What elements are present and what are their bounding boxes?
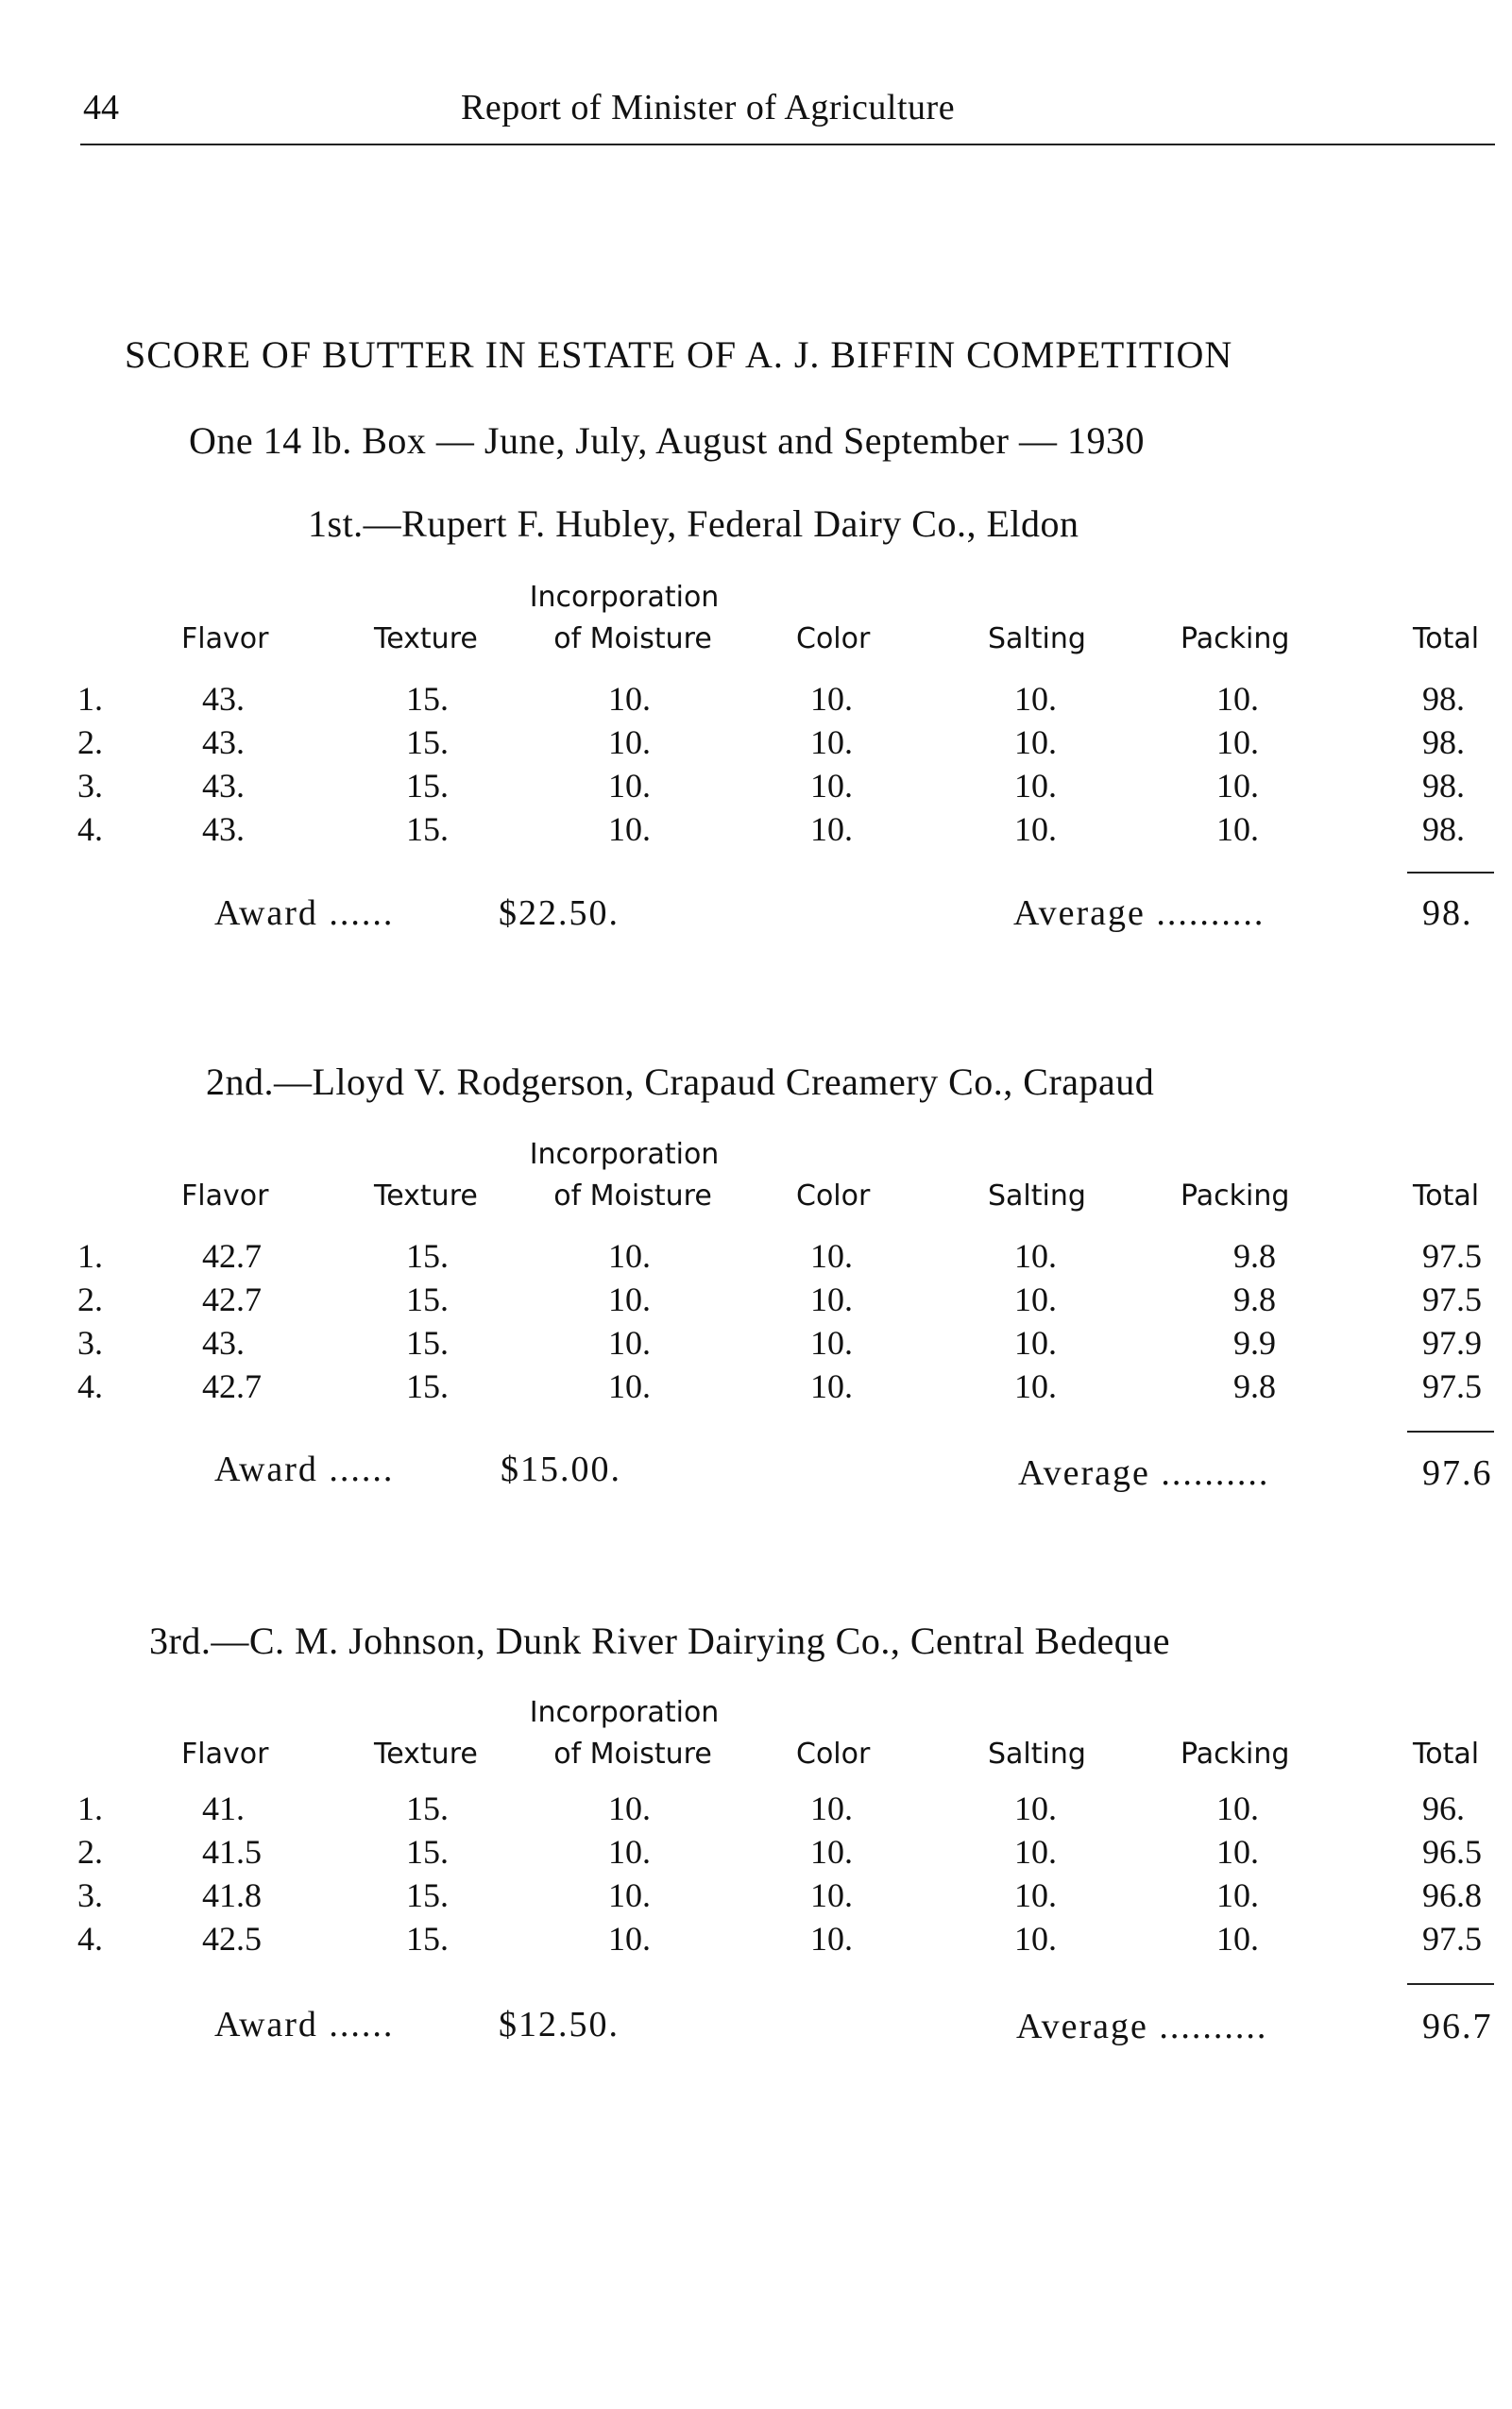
packing-score: 10. bbox=[1216, 1920, 1259, 1958]
award-value: $22.50. bbox=[499, 893, 620, 933]
color-score: 10. bbox=[810, 1324, 853, 1362]
row-number: 3. bbox=[77, 767, 103, 805]
placing-third: 3rd.—C. M. Johnson, Dunk River Dairying Co., Central Bedeque bbox=[149, 1620, 1170, 1662]
color-score: 10. bbox=[810, 723, 853, 761]
total-score: 98. bbox=[1422, 680, 1465, 718]
row-number: 4. bbox=[77, 1367, 103, 1405]
col-header-salting: Salting bbox=[988, 1738, 1086, 1771]
moisture-score: 10. bbox=[608, 723, 651, 761]
flavor-score: 43. bbox=[202, 810, 245, 848]
packing-score: 10. bbox=[1216, 680, 1259, 718]
texture-score: 15. bbox=[406, 1920, 449, 1958]
salting-score: 10. bbox=[1014, 1876, 1057, 1914]
salting-score: 10. bbox=[1014, 680, 1057, 718]
col-header-total: Total bbox=[1413, 1179, 1480, 1213]
award-label: Award ...... bbox=[214, 893, 395, 933]
total-score: 98. bbox=[1422, 767, 1465, 805]
col-header-flavor: Flavor bbox=[181, 1738, 269, 1771]
color-score: 10. bbox=[810, 1281, 853, 1318]
texture-score: 15. bbox=[406, 767, 449, 805]
packing-score: 9.8 bbox=[1233, 1367, 1276, 1405]
total-score: 96. bbox=[1422, 1790, 1465, 1827]
total-score: 97.5 bbox=[1422, 1367, 1482, 1405]
salting-score: 10. bbox=[1014, 1281, 1057, 1318]
texture-score: 15. bbox=[406, 810, 449, 848]
table-row bbox=[0, 766, 1512, 809]
texture-score: 15. bbox=[406, 723, 449, 761]
average-label: Average .......... bbox=[1016, 2007, 1268, 2046]
col-header-moisture: of Moisture bbox=[553, 1738, 712, 1771]
texture-score: 15. bbox=[406, 680, 449, 718]
flavor-score: 41. bbox=[202, 1790, 245, 1827]
total-score: 98. bbox=[1422, 723, 1465, 761]
flavor-score: 43. bbox=[202, 680, 245, 718]
row-number: 2. bbox=[77, 1833, 103, 1871]
total-score: 97.9 bbox=[1422, 1324, 1482, 1362]
moisture-score: 10. bbox=[608, 1876, 651, 1914]
col-header-moisture: of Moisture bbox=[553, 1179, 712, 1213]
average-label: Average .......... bbox=[1013, 893, 1266, 933]
table-row bbox=[0, 1280, 1512, 1323]
award-value: $15.00. bbox=[501, 1450, 621, 1489]
row-number: 1. bbox=[77, 1237, 103, 1275]
award-label: Award ...... bbox=[214, 1450, 395, 1489]
col-header-moisture: of Moisture bbox=[553, 622, 712, 655]
salting-score: 10. bbox=[1014, 723, 1057, 761]
score-table-first bbox=[0, 581, 1512, 892]
col-header-incorporation: Incorporation bbox=[529, 1138, 720, 1171]
col-header-flavor: Flavor bbox=[181, 622, 269, 655]
packing-score: 10. bbox=[1216, 810, 1259, 848]
moisture-score: 10. bbox=[608, 1833, 651, 1871]
row-number: 1. bbox=[77, 1790, 103, 1827]
color-score: 10. bbox=[810, 1833, 853, 1871]
running-head: Report of Minister of Agriculture bbox=[461, 88, 956, 127]
row-number: 2. bbox=[77, 723, 103, 761]
moisture-score: 10. bbox=[608, 1281, 651, 1318]
total-rule bbox=[1407, 1431, 1494, 1433]
row-number: 4. bbox=[77, 810, 103, 848]
color-score: 10. bbox=[810, 767, 853, 805]
salting-score: 10. bbox=[1014, 767, 1057, 805]
placing-first: 1st.—Rupert F. Hubley, Federal Dairy Co., Eldon bbox=[308, 502, 1079, 545]
moisture-score: 10. bbox=[608, 1367, 651, 1405]
competition-subtitle: One 14 lb. Box — June, July, August and September — 1930 bbox=[189, 419, 1146, 462]
moisture-score: 10. bbox=[608, 1324, 651, 1362]
col-header-total: Total bbox=[1413, 1738, 1480, 1771]
moisture-score: 10. bbox=[608, 810, 651, 848]
col-header-packing: Packing bbox=[1181, 1179, 1290, 1213]
total-score: 96.5 bbox=[1422, 1833, 1482, 1871]
page-header bbox=[83, 87, 1496, 140]
moisture-score: 10. bbox=[608, 767, 651, 805]
flavor-score: 42.7 bbox=[202, 1281, 262, 1318]
color-score: 10. bbox=[810, 1920, 853, 1958]
average-value: 98. bbox=[1422, 893, 1473, 933]
flavor-score: 42.5 bbox=[202, 1920, 262, 1958]
col-header-texture: Texture bbox=[374, 622, 478, 655]
packing-score: 10. bbox=[1216, 723, 1259, 761]
col-header-incorporation: Incorporation bbox=[529, 1696, 720, 1729]
total-score: 97.5 bbox=[1422, 1237, 1482, 1275]
packing-score: 9.8 bbox=[1233, 1281, 1276, 1318]
competition-title: SCORE OF BUTTER IN ESTATE OF A. J. BIFFIN COMPETITION bbox=[125, 333, 1233, 376]
flavor-score: 43. bbox=[202, 723, 245, 761]
table-row bbox=[0, 1875, 1512, 1919]
average-value: 97.6 bbox=[1422, 1453, 1493, 1493]
col-header-salting: Salting bbox=[988, 622, 1086, 655]
col-header-total: Total bbox=[1413, 622, 1480, 655]
packing-score: 10. bbox=[1216, 767, 1259, 805]
header-rule bbox=[80, 144, 1495, 145]
placing-second: 2nd.—Lloyd V. Rodgerson, Crapaud Creamery Co., Crapaud bbox=[206, 1060, 1155, 1103]
texture-score: 15. bbox=[406, 1833, 449, 1871]
moisture-score: 10. bbox=[608, 1920, 651, 1958]
flavor-score: 41.5 bbox=[202, 1833, 262, 1871]
packing-score: 10. bbox=[1216, 1790, 1259, 1827]
table-row bbox=[0, 722, 1512, 766]
salting-score: 10. bbox=[1014, 1367, 1057, 1405]
texture-score: 15. bbox=[406, 1876, 449, 1914]
col-header-salting: Salting bbox=[988, 1179, 1086, 1213]
average-label: Average .......... bbox=[1018, 1453, 1270, 1493]
color-score: 10. bbox=[810, 1237, 853, 1275]
total-rule bbox=[1407, 1983, 1494, 1985]
flavor-score: 42.7 bbox=[202, 1237, 262, 1275]
row-number: 1. bbox=[77, 680, 103, 718]
texture-score: 15. bbox=[406, 1237, 449, 1275]
salting-score: 10. bbox=[1014, 1920, 1057, 1958]
table-row bbox=[0, 679, 1512, 722]
col-header-packing: Packing bbox=[1181, 1738, 1290, 1771]
row-number: 4. bbox=[77, 1920, 103, 1958]
packing-score: 10. bbox=[1216, 1833, 1259, 1871]
page-number: 44 bbox=[83, 88, 119, 127]
moisture-score: 10. bbox=[608, 1790, 651, 1827]
color-score: 10. bbox=[810, 1790, 853, 1827]
col-header-flavor: Flavor bbox=[181, 1179, 269, 1213]
flavor-score: 43. bbox=[202, 767, 245, 805]
total-score: 97.5 bbox=[1422, 1920, 1482, 1958]
packing-score: 9.8 bbox=[1233, 1237, 1276, 1275]
row-number: 2. bbox=[77, 1281, 103, 1318]
texture-score: 15. bbox=[406, 1790, 449, 1827]
salting-score: 10. bbox=[1014, 1790, 1057, 1827]
col-header-color: Color bbox=[796, 1179, 871, 1213]
table-row bbox=[0, 1366, 1512, 1410]
flavor-score: 42.7 bbox=[202, 1367, 262, 1405]
table-row bbox=[0, 1323, 1512, 1366]
col-header-packing: Packing bbox=[1181, 622, 1290, 655]
table-row bbox=[0, 1919, 1512, 1962]
col-header-color: Color bbox=[796, 1738, 871, 1771]
packing-score: 9.9 bbox=[1233, 1324, 1276, 1362]
table-row bbox=[0, 809, 1512, 853]
row-number: 3. bbox=[77, 1324, 103, 1362]
total-score: 97.5 bbox=[1422, 1281, 1482, 1318]
table-row bbox=[0, 1236, 1512, 1280]
col-header-texture: Texture bbox=[374, 1738, 478, 1771]
moisture-score: 10. bbox=[608, 680, 651, 718]
award-label: Award ...... bbox=[214, 2005, 395, 2044]
row-number: 3. bbox=[77, 1876, 103, 1914]
col-header-color: Color bbox=[796, 622, 871, 655]
flavor-score: 41.8 bbox=[202, 1876, 262, 1914]
total-score: 98. bbox=[1422, 810, 1465, 848]
score-table-third bbox=[0, 1696, 1512, 2008]
color-score: 10. bbox=[810, 1876, 853, 1914]
salting-score: 10. bbox=[1014, 1237, 1057, 1275]
total-rule bbox=[1407, 872, 1494, 874]
texture-score: 15. bbox=[406, 1367, 449, 1405]
col-header-texture: Texture bbox=[374, 1179, 478, 1213]
color-score: 10. bbox=[810, 680, 853, 718]
award-value: $12.50. bbox=[499, 2005, 620, 2044]
col-header-incorporation: Incorporation bbox=[529, 581, 720, 614]
total-score: 96.8 bbox=[1422, 1876, 1482, 1914]
moisture-score: 10. bbox=[608, 1237, 651, 1275]
color-score: 10. bbox=[810, 1367, 853, 1405]
texture-score: 15. bbox=[406, 1281, 449, 1318]
score-table-second bbox=[0, 1138, 1512, 1450]
salting-score: 10. bbox=[1014, 1833, 1057, 1871]
table-row bbox=[0, 1832, 1512, 1875]
color-score: 10. bbox=[810, 810, 853, 848]
packing-score: 10. bbox=[1216, 1876, 1259, 1914]
average-value: 96.7 bbox=[1422, 2007, 1493, 2046]
flavor-score: 43. bbox=[202, 1324, 245, 1362]
salting-score: 10. bbox=[1014, 810, 1057, 848]
table-row bbox=[0, 1789, 1512, 1832]
texture-score: 15. bbox=[406, 1324, 449, 1362]
salting-score: 10. bbox=[1014, 1324, 1057, 1362]
